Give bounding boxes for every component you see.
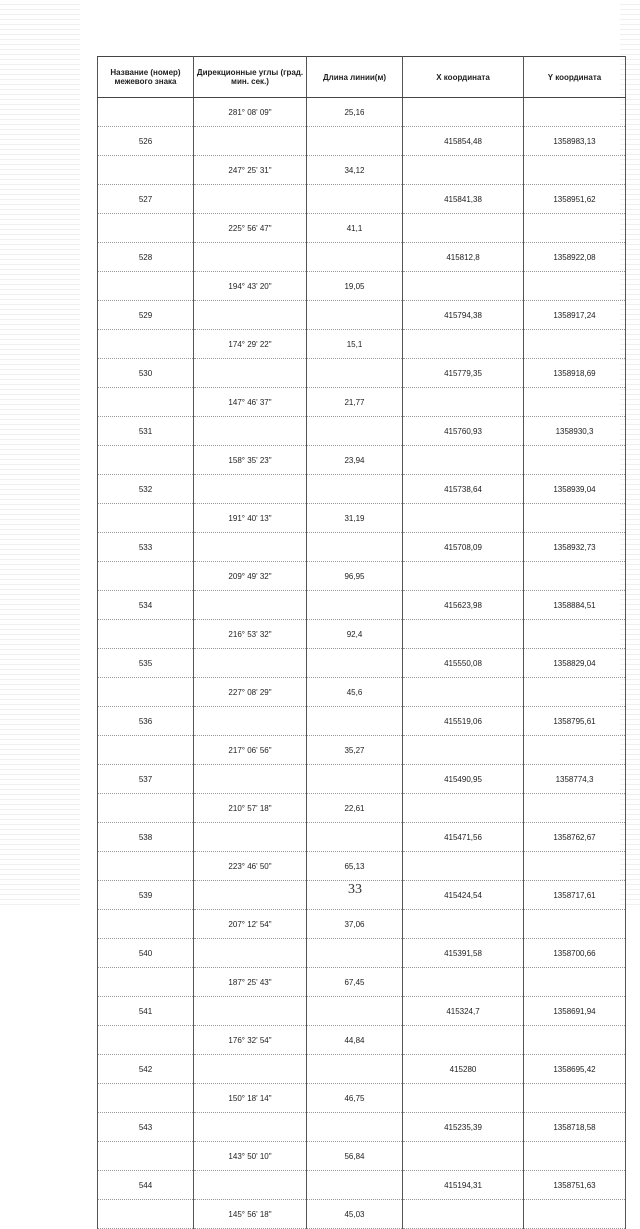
line-length-cell: 96,95 — [307, 562, 403, 591]
table-row — [98, 388, 626, 417]
table-row — [98, 446, 626, 475]
table-row — [98, 794, 626, 823]
table-row — [98, 562, 626, 591]
x-coordinate-cell: 415519,06 — [403, 707, 524, 736]
y-coordinate-cell — [524, 214, 626, 243]
boundary-points-table — [97, 56, 626, 1229]
y-coordinate-cell: 1358829,04 — [524, 649, 626, 678]
line-length-cell: 34,12 — [307, 156, 403, 185]
point-name-cell: 527 — [98, 185, 194, 214]
line-length-cell: 92,4 — [307, 620, 403, 649]
direction-angle-cell: 209° 49' 32" — [194, 562, 307, 591]
point-name-cell — [98, 794, 194, 823]
direction-angle-cell: 158° 35' 23" — [194, 446, 307, 475]
y-coordinate-cell — [524, 446, 626, 475]
line-length-cell: 23,94 — [307, 446, 403, 475]
point-name-cell: 535 — [98, 649, 194, 678]
y-coordinate-cell: 1358795,61 — [524, 707, 626, 736]
point-name-cell — [98, 388, 194, 417]
point-name-cell: 529 — [98, 301, 194, 330]
line-length-cell: 46,75 — [307, 1084, 403, 1113]
point-name-cell — [98, 620, 194, 649]
y-coordinate-cell — [524, 620, 626, 649]
x-coordinate-cell: 415391,58 — [403, 939, 524, 968]
line-length-cell: 37,06 — [307, 910, 403, 939]
table-row — [98, 852, 626, 881]
direction-angle-cell: 145° 56' 18" — [194, 1200, 307, 1229]
y-coordinate-cell — [524, 1142, 626, 1171]
table-row — [98, 185, 626, 214]
point-name-cell — [98, 1026, 194, 1055]
table-row — [98, 1142, 626, 1171]
table-body — [98, 98, 626, 1229]
x-coordinate-cell — [403, 562, 524, 591]
direction-angle-cell: 147° 46' 37" — [194, 388, 307, 417]
y-coordinate-cell — [524, 156, 626, 185]
table-row — [98, 1055, 626, 1084]
y-coordinate-cell — [524, 794, 626, 823]
table-row — [98, 330, 626, 359]
point-name-cell — [98, 678, 194, 707]
x-coordinate-cell — [403, 620, 524, 649]
table-row — [98, 504, 626, 533]
direction-angle-cell — [194, 881, 307, 910]
y-coordinate-cell: 1358717,61 — [524, 881, 626, 910]
direction-angle-cell — [194, 649, 307, 678]
x-coordinate-cell — [403, 272, 524, 301]
direction-angle-cell: 216° 53' 32" — [194, 620, 307, 649]
x-coordinate-cell: 415738,64 — [403, 475, 524, 504]
direction-angle-cell — [194, 823, 307, 852]
line-length-cell — [307, 765, 403, 794]
table-row — [98, 765, 626, 794]
y-coordinate-cell: 1358918,69 — [524, 359, 626, 388]
line-length-cell: 56,84 — [307, 1142, 403, 1171]
point-name-cell: 531 — [98, 417, 194, 446]
x-coordinate-cell: 415708,09 — [403, 533, 524, 562]
line-length-cell — [307, 475, 403, 504]
direction-angle-cell: 207° 12' 54" — [194, 910, 307, 939]
x-coordinate-cell — [403, 1026, 524, 1055]
header-line-length: Длина линии(м) — [307, 57, 403, 98]
line-length-cell — [307, 243, 403, 272]
table-row — [98, 359, 626, 388]
point-name-cell: 528 — [98, 243, 194, 272]
line-length-cell: 41,1 — [307, 214, 403, 243]
point-name-cell: 543 — [98, 1113, 194, 1142]
table-header-row — [98, 57, 626, 98]
header-point-name: Название (номер) межевого знака — [98, 57, 194, 98]
y-coordinate-cell: 1358774,3 — [524, 765, 626, 794]
direction-angle-cell: 143° 50' 10" — [194, 1142, 307, 1171]
y-coordinate-cell — [524, 736, 626, 765]
x-coordinate-cell — [403, 1084, 524, 1113]
point-name-cell — [98, 562, 194, 591]
x-coordinate-cell — [403, 1142, 524, 1171]
direction-angle-cell: 150° 18' 14" — [194, 1084, 307, 1113]
line-length-cell — [307, 649, 403, 678]
table-row — [98, 678, 626, 707]
y-coordinate-cell — [524, 1026, 626, 1055]
point-name-cell — [98, 1084, 194, 1113]
line-length-cell — [307, 127, 403, 156]
direction-angle-cell: 191° 40' 13" — [194, 504, 307, 533]
y-coordinate-cell — [524, 98, 626, 127]
y-coordinate-cell: 1358884,51 — [524, 591, 626, 620]
table-row — [98, 1084, 626, 1113]
point-name-cell — [98, 98, 194, 127]
line-length-cell — [307, 591, 403, 620]
y-coordinate-cell: 1358930,3 — [524, 417, 626, 446]
direction-angle-cell: 247° 25' 31" — [194, 156, 307, 185]
line-length-cell — [307, 707, 403, 736]
point-name-cell — [98, 736, 194, 765]
y-coordinate-cell — [524, 1200, 626, 1229]
direction-angle-cell — [194, 243, 307, 272]
table-row — [98, 475, 626, 504]
x-coordinate-cell — [403, 794, 524, 823]
point-name-cell — [98, 214, 194, 243]
line-length-cell — [307, 185, 403, 214]
line-length-cell: 45,6 — [307, 678, 403, 707]
line-length-cell — [307, 533, 403, 562]
direction-angle-cell — [194, 1171, 307, 1200]
direction-angle-cell — [194, 1113, 307, 1142]
y-coordinate-cell — [524, 678, 626, 707]
x-coordinate-cell — [403, 214, 524, 243]
x-coordinate-cell: 415280 — [403, 1055, 524, 1084]
table-row — [98, 98, 626, 127]
direction-angle-cell: 187° 25' 43" — [194, 968, 307, 997]
point-name-cell: 532 — [98, 475, 194, 504]
line-length-cell: 22,61 — [307, 794, 403, 823]
y-coordinate-cell: 1358751,63 — [524, 1171, 626, 1200]
point-name-cell — [98, 504, 194, 533]
direction-angle-cell — [194, 591, 307, 620]
x-coordinate-cell: 415194,31 — [403, 1171, 524, 1200]
table-row — [98, 620, 626, 649]
direction-angle-cell — [194, 533, 307, 562]
header-x-coordinate: X координата — [403, 57, 524, 98]
table-row — [98, 736, 626, 765]
y-coordinate-cell — [524, 330, 626, 359]
point-name-cell: 538 — [98, 823, 194, 852]
table-row — [98, 1200, 626, 1229]
table-row — [98, 649, 626, 678]
table-row — [98, 156, 626, 185]
direction-angle-cell — [194, 1055, 307, 1084]
table-row — [98, 997, 626, 1026]
y-coordinate-cell — [524, 388, 626, 417]
point-name-cell: 539 — [98, 881, 194, 910]
y-coordinate-cell: 1358691,94 — [524, 997, 626, 1026]
line-length-cell — [307, 359, 403, 388]
line-length-cell — [307, 417, 403, 446]
x-coordinate-cell — [403, 736, 524, 765]
x-coordinate-cell: 415760,93 — [403, 417, 524, 446]
point-name-cell: 536 — [98, 707, 194, 736]
line-length-cell: 19,05 — [307, 272, 403, 301]
line-length-cell — [307, 1055, 403, 1084]
point-name-cell: 526 — [98, 127, 194, 156]
header-y-coordinate: Y координата — [524, 57, 626, 98]
line-length-cell: 45,03 — [307, 1200, 403, 1229]
line-length-cell — [307, 939, 403, 968]
point-name-cell — [98, 1200, 194, 1229]
x-coordinate-cell: 415854,48 — [403, 127, 524, 156]
line-length-cell: 31,19 — [307, 504, 403, 533]
line-length-cell — [307, 1113, 403, 1142]
point-name-cell: 540 — [98, 939, 194, 968]
table-row — [98, 301, 626, 330]
page-number: 33 — [348, 882, 362, 897]
line-length-cell — [307, 301, 403, 330]
x-coordinate-cell: 415471,56 — [403, 823, 524, 852]
y-coordinate-cell — [524, 852, 626, 881]
y-coordinate-cell: 1358762,67 — [524, 823, 626, 852]
table-row — [98, 823, 626, 852]
direction-angle-cell — [194, 939, 307, 968]
point-name-cell — [98, 156, 194, 185]
y-coordinate-cell: 1358922,08 — [524, 243, 626, 272]
scan-noise-left — [0, 0, 80, 905]
x-coordinate-cell — [403, 678, 524, 707]
x-coordinate-cell — [403, 504, 524, 533]
direction-angle-cell: 217° 06' 56" — [194, 736, 307, 765]
point-name-cell — [98, 330, 194, 359]
line-length-cell: 67,45 — [307, 968, 403, 997]
y-coordinate-cell — [524, 968, 626, 997]
y-coordinate-cell: 1358932,73 — [524, 533, 626, 562]
point-name-cell — [98, 272, 194, 301]
table-row — [98, 968, 626, 997]
direction-angle-cell — [194, 417, 307, 446]
point-name-cell — [98, 852, 194, 881]
table-row — [98, 939, 626, 968]
table-row — [98, 417, 626, 446]
x-coordinate-cell — [403, 1200, 524, 1229]
point-name-cell: 544 — [98, 1171, 194, 1200]
point-name-cell: 537 — [98, 765, 194, 794]
x-coordinate-cell — [403, 446, 524, 475]
direction-angle-cell: 174° 29' 22" — [194, 330, 307, 359]
header-direction-angle: Дирекционные углы (град. мин. сек.) — [194, 57, 307, 98]
table-row — [98, 533, 626, 562]
x-coordinate-cell: 415794,38 — [403, 301, 524, 330]
direction-angle-cell: 194° 43' 20" — [194, 272, 307, 301]
y-coordinate-cell: 1358939,04 — [524, 475, 626, 504]
direction-angle-cell — [194, 185, 307, 214]
y-coordinate-cell — [524, 562, 626, 591]
table-row — [98, 910, 626, 939]
y-coordinate-cell — [524, 1084, 626, 1113]
x-coordinate-cell — [403, 330, 524, 359]
y-coordinate-cell — [524, 504, 626, 533]
direction-angle-cell — [194, 997, 307, 1026]
point-name-cell: 534 — [98, 591, 194, 620]
point-name-cell — [98, 446, 194, 475]
y-coordinate-cell: 1358951,62 — [524, 185, 626, 214]
table-row — [98, 272, 626, 301]
x-coordinate-cell: 415235,39 — [403, 1113, 524, 1142]
line-length-cell: 21,77 — [307, 388, 403, 417]
x-coordinate-cell — [403, 156, 524, 185]
table-row — [98, 243, 626, 272]
x-coordinate-cell: 415779,35 — [403, 359, 524, 388]
direction-angle-cell: 210° 57' 18" — [194, 794, 307, 823]
table-row — [98, 591, 626, 620]
point-name-cell: 541 — [98, 997, 194, 1026]
x-coordinate-cell: 415841,38 — [403, 185, 524, 214]
line-length-cell — [307, 997, 403, 1026]
y-coordinate-cell: 1358700,66 — [524, 939, 626, 968]
direction-angle-cell: 225° 56' 47" — [194, 214, 307, 243]
point-name-cell — [98, 1142, 194, 1171]
point-name-cell: 533 — [98, 533, 194, 562]
direction-angle-cell — [194, 301, 307, 330]
direction-angle-cell — [194, 127, 307, 156]
x-coordinate-cell: 415812,8 — [403, 243, 524, 272]
y-coordinate-cell: 1358917,24 — [524, 301, 626, 330]
direction-angle-cell: 176° 32' 54" — [194, 1026, 307, 1055]
point-name-cell — [98, 910, 194, 939]
y-coordinate-cell — [524, 910, 626, 939]
x-coordinate-cell: 415550,08 — [403, 649, 524, 678]
x-coordinate-cell — [403, 968, 524, 997]
table-row — [98, 1171, 626, 1200]
line-length-cell: 44,84 — [307, 1026, 403, 1055]
x-coordinate-cell: 415424,54 — [403, 881, 524, 910]
table-row — [98, 1026, 626, 1055]
direction-angle-cell: 281° 08' 09" — [194, 98, 307, 127]
direction-angle-cell — [194, 765, 307, 794]
y-coordinate-cell: 1358983,13 — [524, 127, 626, 156]
table-row — [98, 1113, 626, 1142]
line-length-cell — [307, 1171, 403, 1200]
point-name-cell: 542 — [98, 1055, 194, 1084]
line-length-cell: 25,16 — [307, 98, 403, 127]
x-coordinate-cell — [403, 910, 524, 939]
direction-angle-cell — [194, 707, 307, 736]
x-coordinate-cell: 415623,98 — [403, 591, 524, 620]
direction-angle-cell: 227° 08' 29" — [194, 678, 307, 707]
y-coordinate-cell: 1358718,58 — [524, 1113, 626, 1142]
direction-angle-cell — [194, 359, 307, 388]
line-length-cell: 35,27 — [307, 736, 403, 765]
point-name-cell — [98, 968, 194, 997]
line-length-cell — [307, 823, 403, 852]
y-coordinate-cell: 1358695,42 — [524, 1055, 626, 1084]
y-coordinate-cell — [524, 272, 626, 301]
table-row — [98, 127, 626, 156]
x-coordinate-cell — [403, 98, 524, 127]
point-name-cell: 530 — [98, 359, 194, 388]
x-coordinate-cell — [403, 852, 524, 881]
table-row — [98, 707, 626, 736]
x-coordinate-cell: 415324,7 — [403, 997, 524, 1026]
table-row — [98, 214, 626, 243]
line-length-cell: 65,13 — [307, 852, 403, 881]
direction-angle-cell — [194, 475, 307, 504]
direction-angle-cell: 223° 46' 50" — [194, 852, 307, 881]
line-length-cell: 15,1 — [307, 330, 403, 359]
x-coordinate-cell — [403, 388, 524, 417]
x-coordinate-cell: 415490,95 — [403, 765, 524, 794]
